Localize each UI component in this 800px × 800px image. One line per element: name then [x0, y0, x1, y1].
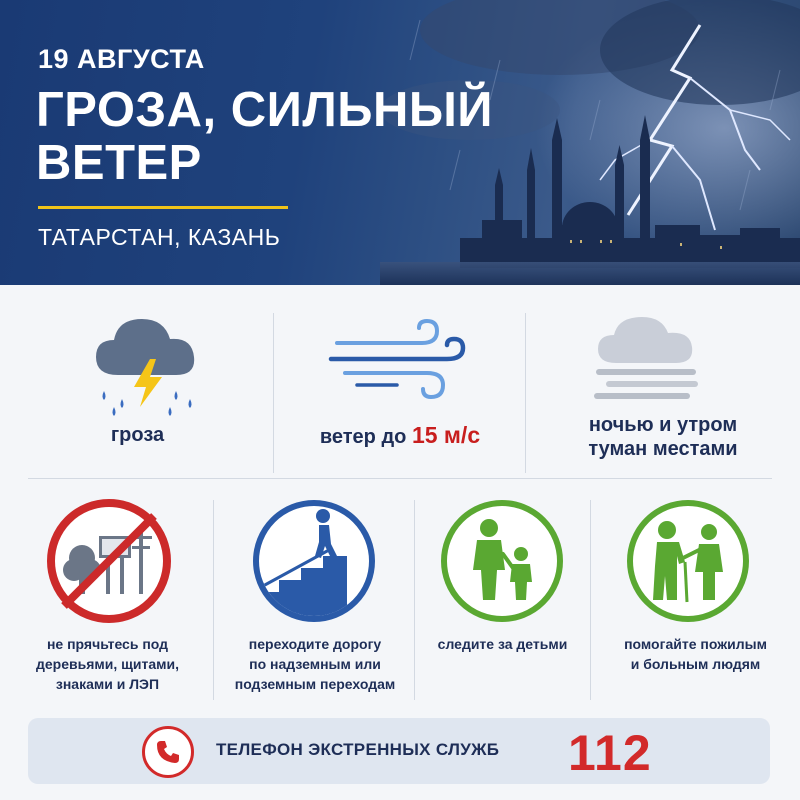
tip-elderly	[591, 480, 800, 705]
tip-label	[215, 634, 415, 694]
alert-region: ТАТАРСТАН, КАЗАНЬ	[38, 224, 281, 250]
wind-label-prefix: ветер до	[319, 426, 412, 448]
wind-label	[275, 423, 525, 449]
divider	[273, 313, 274, 473]
alert-title	[36, 84, 506, 190]
weather-conditions	[0, 285, 800, 480]
tip-label	[0, 634, 215, 694]
tip-children	[415, 480, 590, 705]
phone-icon	[155, 739, 181, 765]
emergency-number[interactable]: 112	[568, 725, 652, 781]
no-hiding-under-trees-icon	[44, 496, 174, 626]
tip-line: не прячьтесь под	[46, 636, 169, 652]
storm-label: гроза	[110, 424, 165, 446]
fog-icon	[592, 311, 712, 407]
alert-title-line1: ГРОЗА, СИЛЬНЫЙ	[36, 83, 494, 137]
fog-label-line2: туман местами	[588, 438, 738, 460]
tip-line: переходите дорогу	[248, 636, 382, 652]
tip-line: по надземным или	[249, 656, 381, 672]
wind-icon	[327, 315, 477, 405]
phone-badge	[142, 726, 194, 778]
tip-underpass	[215, 480, 415, 705]
hero-banner	[0, 0, 800, 285]
tip-no-hiding	[0, 480, 215, 705]
tip-line: деревьями, щитами,	[35, 656, 180, 672]
alert-date: 19 АВГУСТА	[38, 44, 205, 74]
section-divider	[28, 478, 772, 479]
alert-title-line2: ВЕТЕР	[36, 136, 202, 190]
tip-line: и больным людям	[630, 656, 761, 672]
fog-label	[526, 413, 800, 461]
title-divider	[38, 206, 288, 209]
weather-item-storm	[0, 285, 275, 480]
safety-tips	[0, 480, 800, 705]
tip-label	[591, 634, 800, 674]
tip-line: подземным переходам	[234, 676, 396, 692]
help-elderly-icon	[623, 496, 753, 626]
tip-line: следите за детьми	[437, 636, 568, 652]
fog-label-line1: ночью и утром	[588, 414, 738, 436]
wind-speed: 15 м/с	[411, 422, 481, 448]
weather-item-wind	[275, 285, 525, 480]
emergency-phone-banner	[28, 718, 770, 784]
divider	[213, 500, 214, 700]
tip-line: знаками и ЛЭП	[55, 676, 160, 692]
underpass-pedestrian-icon	[249, 496, 379, 626]
weather-item-fog	[526, 285, 800, 480]
watch-children-icon	[437, 496, 567, 626]
emergency-label: ТЕЛЕФОН ЭКСТРЕННЫХ СЛУЖБ	[216, 740, 500, 759]
tip-label	[415, 634, 590, 654]
tip-line: помогайте пожилым	[624, 636, 767, 652]
thunderstorm-cloud-icon	[90, 307, 210, 417]
